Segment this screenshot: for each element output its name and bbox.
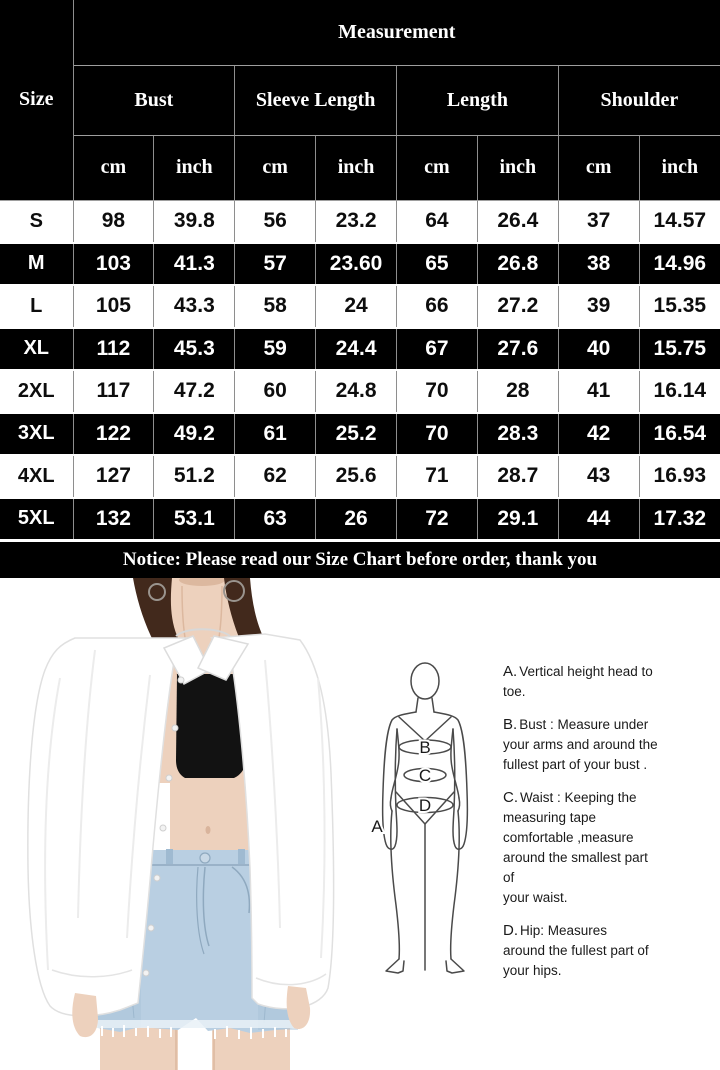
cell: 47.2 <box>154 370 235 413</box>
mannequin-diagram <box>330 595 520 1025</box>
cell: 59 <box>235 328 316 371</box>
hand-left <box>72 993 98 1037</box>
instruction-line: measuring tape <box>503 810 597 825</box>
group-header-bust: Bust <box>73 65 235 135</box>
unit-header: cm <box>73 135 154 200</box>
size-label: 3XL <box>0 413 73 456</box>
cell: 38 <box>558 243 639 286</box>
size-label: 5XL <box>0 498 73 541</box>
cell: 37 <box>558 200 639 243</box>
unit-header: inch <box>154 135 235 200</box>
instruction-line: Hip: Measures <box>520 923 608 938</box>
diagram-label-b: B <box>419 738 431 757</box>
instruction-hip <box>503 921 659 981</box>
cell: 28 <box>477 370 558 413</box>
cell: 56 <box>235 200 316 243</box>
instruction-line: your waist. <box>503 890 568 905</box>
cell: 49.2 <box>154 413 235 456</box>
cell: 60 <box>235 370 316 413</box>
cell: 23.60 <box>316 243 397 286</box>
group-header-shoulder: Shoulder <box>558 65 720 135</box>
cell: 40 <box>558 328 639 371</box>
cell: 112 <box>73 328 154 371</box>
cell: 25.6 <box>316 455 397 498</box>
table-row-2xl <box>0 370 720 413</box>
unit-header: cm <box>235 135 316 200</box>
cell: 57 <box>235 243 316 286</box>
instruction-line: Vertical height head to <box>519 664 653 679</box>
instruction-waist <box>503 788 659 908</box>
instruction-label-b: B. <box>503 716 518 733</box>
cell: 17.32 <box>639 498 720 541</box>
unit-header: inch <box>316 135 397 200</box>
unit-header: inch <box>639 135 720 200</box>
cell: 103 <box>73 243 154 286</box>
cell: 71 <box>397 455 478 498</box>
table-row-xl <box>0 328 720 371</box>
cell: 132 <box>73 498 154 541</box>
unit-header: inch <box>477 135 558 200</box>
cell: 14.96 <box>639 243 720 286</box>
size-label: XL <box>0 328 73 371</box>
diagram-label-c: C <box>418 766 432 785</box>
cell: 41.3 <box>154 243 235 286</box>
cell: 39.8 <box>154 200 235 243</box>
cell: 15.35 <box>639 285 720 328</box>
cell: 16.14 <box>639 370 720 413</box>
instruction-line: around the fullest part of <box>503 943 649 958</box>
header-row-groups <box>0 65 720 135</box>
cell: 26 <box>316 498 397 541</box>
notice-bar: Notice: Please read our Size Chart before order, thank you <box>0 540 720 578</box>
cell: 41 <box>558 370 639 413</box>
cell: 43 <box>558 455 639 498</box>
table-row-l <box>0 285 720 328</box>
cell: 24.4 <box>316 328 397 371</box>
instruction-label-a: A. <box>503 663 518 680</box>
cell: 65 <box>397 243 478 286</box>
cell: 16.54 <box>639 413 720 456</box>
cell: 58 <box>235 285 316 328</box>
cell: 25.2 <box>316 413 397 456</box>
instruction-line: your hips. <box>503 963 562 978</box>
measurement-header: Measurement <box>73 0 720 65</box>
cell: 28.7 <box>477 455 558 498</box>
cell: 26.4 <box>477 200 558 243</box>
table-row-m <box>0 243 720 286</box>
cell: 43.3 <box>154 285 235 328</box>
instruction-line: comfortable ,measure <box>503 830 634 845</box>
header-row-units <box>0 135 720 200</box>
instruction-line: toe. <box>503 684 526 699</box>
cell: 72 <box>397 498 478 541</box>
cell: 63 <box>235 498 316 541</box>
group-header-sleeve-length: Sleeve Length <box>235 65 397 135</box>
cell: 98 <box>73 200 154 243</box>
table-row-3xl <box>0 413 720 456</box>
cell: 61 <box>235 413 316 456</box>
cell: 51.2 <box>154 455 235 498</box>
instruction-label-d: D. <box>503 922 518 939</box>
table-row-4xl <box>0 455 720 498</box>
size-label: 2XL <box>0 370 73 413</box>
cell: 64 <box>397 200 478 243</box>
cell: 27.6 <box>477 328 558 371</box>
unit-header: cm <box>558 135 639 200</box>
instruction-line: Bust : Measure under <box>519 717 649 732</box>
model-photo <box>0 578 360 1070</box>
size-label: L <box>0 285 73 328</box>
cell: 62 <box>235 455 316 498</box>
instruction-line: Waist : Keeping the <box>520 790 637 805</box>
cell: 28.3 <box>477 413 558 456</box>
cell: 14.57 <box>639 200 720 243</box>
cell: 29.1 <box>477 498 558 541</box>
cell: 24 <box>316 285 397 328</box>
instruction-line: your arms and around the <box>503 737 658 752</box>
cell: 66 <box>397 285 478 328</box>
instruction-height <box>503 662 659 702</box>
cell: 23.2 <box>316 200 397 243</box>
cell: 16.93 <box>639 455 720 498</box>
header-row-measurement <box>0 0 720 65</box>
size-label: M <box>0 243 73 286</box>
cell: 122 <box>73 413 154 456</box>
cell: 39 <box>558 285 639 328</box>
cell: 127 <box>73 455 154 498</box>
figure-head <box>411 663 439 699</box>
instruction-bust <box>503 715 659 775</box>
cell: 15.75 <box>639 328 720 371</box>
instruction-label-c: C. <box>503 789 518 806</box>
diagram-label-a: A <box>371 817 383 836</box>
cell: 117 <box>73 370 154 413</box>
cell: 42 <box>558 413 639 456</box>
group-header-length: Length <box>397 65 559 135</box>
size-label: S <box>0 200 73 243</box>
measure-guide-section <box>0 578 720 1070</box>
instruction-line: around the smallest part of <box>503 850 648 885</box>
corner-size-header: Size <box>0 0 73 200</box>
diagram-label-d: D <box>418 796 432 815</box>
unit-header: cm <box>397 135 478 200</box>
cell: 70 <box>397 370 478 413</box>
cell: 26.8 <box>477 243 558 286</box>
table-row-s <box>0 200 720 243</box>
cell: 70 <box>397 413 478 456</box>
size-label: 4XL <box>0 455 73 498</box>
cell: 53.1 <box>154 498 235 541</box>
jeans-button <box>200 853 210 863</box>
cell: 67 <box>397 328 478 371</box>
cell: 27.2 <box>477 285 558 328</box>
cell: 44 <box>558 498 639 541</box>
cell: 105 <box>73 285 154 328</box>
cell: 45.3 <box>154 328 235 371</box>
measure-instructions <box>503 662 659 994</box>
cell: 24.8 <box>316 370 397 413</box>
table-row-5xl <box>0 498 720 541</box>
instruction-line: fullest part of your bust . <box>503 757 648 772</box>
